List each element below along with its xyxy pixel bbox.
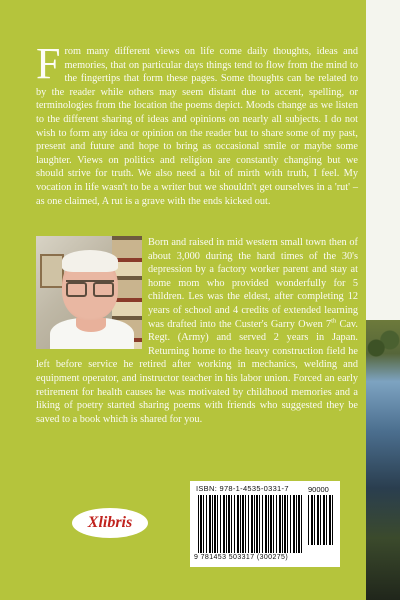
intro-text: rom many different views on life come daily thoughts, ideas and memories, that on particular days things tend to flow from the mind to the fingertips that form these pages. Some thoughts can be related to by the reader while others may seem distant due to accent, spelling, or terminologies from the location the poems depict. Moods change as we listen to the different sharing of ideas and opinions on nearly all subjects. I do not wish to form any idea or opinion on the reader but to share some of my past, present and future and hope to bring as occasional smile or maybe some laughter. Views on politics and religion are constantly changing but we should strive for truth. We also need a bit of mirth with truth, I feel. My vocation in life wasn't to be a writer but we shouldn't get ourselves in a 'rut' – as one claimed, A rut is a grave with the ends kicked out. <box>36 46 358 207</box>
barcode-digits: 9 781453 503317 (300275) <box>194 554 289 561</box>
xlibris-logo <box>72 508 148 538</box>
barcode-icon <box>198 495 302 553</box>
drop-cap: F <box>36 39 61 88</box>
neck <box>76 318 106 332</box>
bio-text-part1: Born and raised in mid western small town then of about 3,000 during the hard times of the 30's depression by a factory worker parent and stay at home mom who provided wonderfully for 5 children. Les was the eldest, after completing 12 years of school and 4 credits of extended learning was drafted into the Custer's Garry Owen 7 <box>148 237 358 330</box>
price-barcode-icon <box>308 495 334 545</box>
author-photo <box>36 236 142 349</box>
price-code: 90000 <box>308 485 329 494</box>
picture-frame <box>40 254 64 288</box>
bio-text-part2: Cav. Regt. (Army) and served 2 years in Japan. Returning home to the heavy construction field he left before service he retired after working in mechanics, welding and equipment operator, and instructor teacher in his labor union. Forced an early retirement for health causes he was motivated by childhood memories and a liking of poetry started sharing poems with friends who suggested they be saved to a book which is shared for you. <box>36 318 358 425</box>
barcode-panel <box>190 481 340 567</box>
glasses-icon <box>66 280 114 294</box>
author-hair <box>62 250 118 272</box>
logo-text: Xlibris <box>87 514 133 531</box>
trees <box>366 328 400 368</box>
intro-paragraph <box>36 39 358 208</box>
isbn-label: ISBN: 978-1-4535-0331-7 <box>196 484 289 493</box>
bio-superscript: th <box>331 317 337 325</box>
front-cover-edge <box>366 0 400 600</box>
